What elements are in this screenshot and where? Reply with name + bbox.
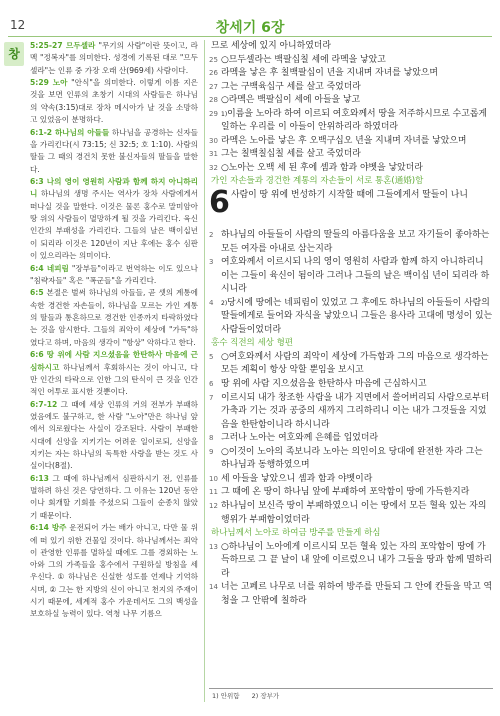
commentary-text: "안식"을 의미한다. 이렇게 이름 지은 것을 보면 인류의 초창기 시대의 사람들은 하나님의 약속(3:15)대로 장차 메시아가 날 것을 소망하고 있었음이 분명하다. (30, 78, 199, 125)
commentary-text: 그 때에 하나님께서 심판하시기 전, 인류를 멸하려 하신 것은 당연하다. 그 이유는 120년 동안이나 회개할 기회를 주셨으되 그들이 순종치 않았기 때문이다. (30, 473, 198, 520)
chapter-start (209, 185, 493, 229)
verse-number: 4 (209, 298, 214, 307)
verse (209, 297, 493, 338)
verse-text: ○여호와께서 사람의 죄악이 세상에 가득함과 그의 마음으로 생각하는 모든 계획이 항상 악할 뿐임을 보시고 (221, 351, 489, 376)
commentary-note (30, 40, 198, 77)
verse-number: 9 (209, 447, 214, 456)
verse (209, 473, 493, 487)
commentary-ref: 6:3 나의 영이 영원히 사람과 함께 하지 아니하리니 (30, 177, 198, 199)
verse-number: 31 (209, 150, 218, 159)
verse-number: 29 (209, 109, 218, 118)
commentary-ref: 6:1-2 하나님의 아들들 (30, 127, 110, 137)
verse (209, 81, 493, 95)
verse-number: 25 (209, 55, 218, 64)
verse-text: 하나님이 보신즉 땅이 부패하였으니 이는 땅에서 모든 혈육 있는 자의 행위가 부패함이었더라 (221, 500, 487, 525)
section-heading: 하나님께서 노아로 하여금 방주를 만들게 하심 (211, 528, 381, 539)
verse (209, 67, 493, 81)
commentary-note (30, 473, 198, 522)
commentary-ref: 6:5 (30, 288, 44, 298)
footnotes (212, 691, 291, 700)
verse-text: ○므두셀라는 백팔십칠 세에 라멕을 낳았고 (221, 54, 386, 65)
verse-text: 사람이 땅 위에 번성하기 시작할 때에 그들에게서 딸들이 나니 (231, 190, 468, 201)
commentary-note (30, 349, 198, 398)
verse-text: 이르시되 내가 창조한 사람을 내가 지면에서 쓸어버리되 사람으로부터 가축과 기는 것과 공중의 새까지 그리하리니 이는 내가 그것들을 지었음을 한탄함이니라 하시니라 (221, 392, 490, 430)
verse-text: ○하나님이 노아에게 이르시되 모든 혈육 있는 자의 포악함이 땅에 가득하므로 그 끝 날이 내 앞에 이르렀으니 내가 그들을 땅과 함께 멸하리라 (221, 541, 493, 579)
commentary-text: 하나님의 생명 주시는 역사가 장차 사람에게서 떠나실 것을 말한다. 이것은 물론 홍수로 말미암아 땅 위의 사람들이 멸망하게 될 것을 가리킨다. 육신 인간의 부패성을 가리킨다. 그들의 날은 백이십년이 되리라 이것은 120년이 지난 후에는 홍수 심판이 있으리라는 의미이다. (30, 189, 198, 260)
commentary-ref: 6:14 방주 (30, 523, 67, 533)
verse-number: 13 (209, 542, 218, 551)
footnote: 2) 장부가 (251, 692, 280, 700)
verse-text: ○라멕은 백팔십이 세에 아들을 낳고 (221, 95, 361, 106)
verse (209, 581, 493, 608)
verse (209, 392, 493, 433)
verse-text: 세 아들을 낳았으니 셈과 함과 야벳이라 (221, 473, 373, 484)
commentary-ref: 5:25-27 므두셀라 (30, 41, 96, 50)
commentary-text: 운전되어 가는 배가 아니고, 다만 물 위에 떠 있기 위한 건물일 것이다. 하나님께서는 죄악이 관영한 인류를 멸하실 때에도 그를 경외하는 노아와 그의 가족들을 홍수에서 구원하실 방침을 세우신다. ① 하나님은 신실한 성도를 언제나 기억하시며, ② 그는 한 지방의 신이 아니고 천지의 주재이시기 때문에, 세계적 홍수 가운데서도 그의 백성을 보호하실 능력이 있다. 역청 나무 기름으 (30, 523, 199, 619)
verse (209, 162, 493, 176)
header-rule (8, 36, 492, 37)
verse (209, 108, 493, 135)
footnote-marker: 1) (221, 110, 228, 118)
verse (209, 54, 493, 68)
verse-text: 땅 위에 사람 지으셨음을 한탄하사 마음에 근심하시고 (221, 379, 427, 390)
verse-number: 12 (209, 501, 218, 510)
verse-number: 5 (209, 352, 214, 361)
commentary-text: 그 때에 세상 인류의 거의 전부가 부패하였음에도 불구하고, 한 사람 "노아"만은 하나님 앞에서 의로웠다는 사실이 강조된다. 사람이 부패한 시대에 신앙을 지키기는 어려운 일이로되, 신앙을 지키는 자는 하나님의 독특한 사랑을 받는 것도 사실이다(8절). (30, 399, 198, 471)
verse-number: 14 (209, 583, 218, 592)
commentary-text: 하나님께서 후회하시는 것이 아니고, 다만 인간의 타락으로 인한 그의 탄식이 큰 것을 인간적인 어투로 표시한 것뿐이다. (30, 362, 198, 397)
commentary-ref: 5:29 노아 (30, 78, 68, 88)
page-number: 12 (10, 18, 26, 32)
verse (209, 432, 493, 446)
verse-text: 너는 고페르 나무로 너를 위하여 방주를 만들되 그 안에 칸들을 막고 역청을 그 안팎에 칠하라 (221, 582, 493, 606)
commentary-note (30, 127, 198, 176)
commentary-text: "장부들"이라고 번역하는 이도 있으나 "침략자들" 혹은 "폭군들"을 가리킨다. (30, 263, 198, 285)
verse-number: 7 (209, 393, 214, 402)
commentary-note (30, 77, 198, 126)
verse (209, 148, 493, 162)
verse-number: 27 (209, 82, 218, 91)
commentary-column (30, 40, 198, 621)
verse-text: 여호와께서 이르시되 나의 영이 영원히 사람과 함께 하지 아니하리니 이는 그들이 육신이 됨이라 그러나 그들의 날은 백이십 년이 되리라 하시니라 (221, 257, 490, 295)
verse-number: 10 (209, 474, 218, 483)
verse-text: 하나님의 아들들이 사람의 딸들의 아름다움을 보고 자기들이 좋아하는 모든 여자를 아내로 삼는지라 (221, 230, 490, 254)
verse-number: 28 (209, 96, 218, 105)
verse-group (209, 229, 493, 337)
verse (209, 94, 493, 108)
verse-number: 26 (209, 69, 218, 78)
commentary-text: 본절은 벌써 하나님의 아들들, 곧 셋의 계통에 속한 경건한 자손들이, 하나님을 모르는 가인 계통의 딸들과 통혼하므로 경건한 인종까지 타락하였다는 것을 암시한다. 그들의 죄악이 세상에 "가득"하였다고 하며, 마음의 생각이 "항상" 악하다고 한다. (30, 288, 198, 347)
verse (209, 446, 493, 473)
verse-text: 당시에 땅에는 네피림이 있었고 그 후에도 하나님의 아들들이 사람의 딸들에게로 들어와 자식을 낳았으니 그들은 용사라 고대에 명성이 있는 사람들이었더라 (221, 297, 493, 335)
verse-text: 그 때에 온 땅이 하나님 앞에 부패하여 포악함이 땅에 가득한지라 (221, 487, 470, 498)
footnote-marker: 2) (221, 299, 228, 307)
scripture-column (209, 40, 493, 608)
verse-number: 3 (209, 258, 214, 267)
verse-text: 그는 칠백칠십칠 세를 살고 죽었더라 (221, 149, 361, 160)
section-heading: 홍수 직전의 세상 형편 (211, 338, 294, 349)
commentary-note (30, 399, 198, 473)
verse-group-ch5 (209, 54, 493, 176)
commentary-ref: 6:13 (30, 473, 49, 483)
verse (209, 351, 493, 378)
verse-group (209, 541, 493, 609)
verse-text: ○이것이 노아의 족보니라 노아는 의인이요 당대에 완전한 자라 그는 하나님과 동행하였으며 (221, 446, 483, 471)
verse-group (209, 351, 493, 527)
verse-text: 라멕은 노아를 낳은 후 오백구십오 년을 지내며 자녀를 낳았으며 (221, 135, 467, 146)
verse-number: 6 (209, 380, 214, 389)
verse (209, 541, 493, 582)
verse-number: 11 (209, 488, 218, 497)
verse-text: 그러나 노아는 여호와께 은혜를 입었더라 (221, 433, 379, 444)
verse-text: ○노아는 오백 세 된 후에 셈과 함과 야벳을 낳았더라 (221, 162, 423, 173)
chapter-number: 6 (209, 185, 230, 221)
verse-number: 32 (209, 163, 218, 172)
verse (209, 500, 493, 527)
footnote-rule (209, 688, 493, 689)
verse (209, 135, 493, 149)
footnote: 1) 안위함 (212, 692, 240, 700)
verse-number: 30 (209, 136, 218, 145)
column-divider (204, 40, 205, 702)
verse (209, 378, 493, 392)
commentary-note (30, 287, 198, 348)
book-tab: 창 (4, 42, 24, 66)
commentary-text: 하나님을 공경하는 신자들을 가리킨다(시 73:15; 신 32:5; 호 1:10). 사람의 딸들 그 때의 경건치 못한 불신자들의 딸들을 말한다. (30, 127, 198, 174)
verse (209, 229, 493, 256)
verse-number: 8 (209, 434, 214, 443)
commentary-text: "무기의 사람"이란 뜻이고, 라멕 "정복자"를 의미한다. 성경에 기록된 대로 "므두셀라"는 인류 중 가장 오래 산(969세) 사람이다. (30, 41, 198, 75)
commentary-ref: 6:4 네피림 (30, 263, 69, 273)
verse (209, 486, 493, 500)
chapter-title: 창세기 6장 (215, 20, 285, 36)
commentary-ref: 6:6 땅 위에 사람 지으셨음을 한탄하사 마음에 근심하시고 (30, 350, 198, 372)
verse-text: 라멕을 낳은 후 칠백팔십이 년을 지내며 자녀를 낳았으며 (221, 68, 438, 79)
verse-text: 이름을 노아라 하여 이르되 여호와께서 땅을 저주하시므로 수고롭게 일하는 우리를 이 아들이 안위하리라 하였더라 (221, 108, 487, 133)
section-heading: 가인 자손들과 경건한 계통의 자손들이 서로 통혼(通婚)함 (211, 176, 424, 187)
verse (209, 256, 493, 297)
verse-number: 2 (209, 231, 214, 240)
continuation-text: 므로 세상에 있지 아니하였더라 (211, 41, 331, 51)
commentary-note (30, 176, 198, 262)
commentary-ref: 6:7-12 (30, 399, 58, 409)
verse-text: 그는 구백육십구 세를 살고 죽었더라 (221, 81, 361, 92)
commentary-note (30, 522, 198, 620)
commentary-note (30, 263, 198, 288)
